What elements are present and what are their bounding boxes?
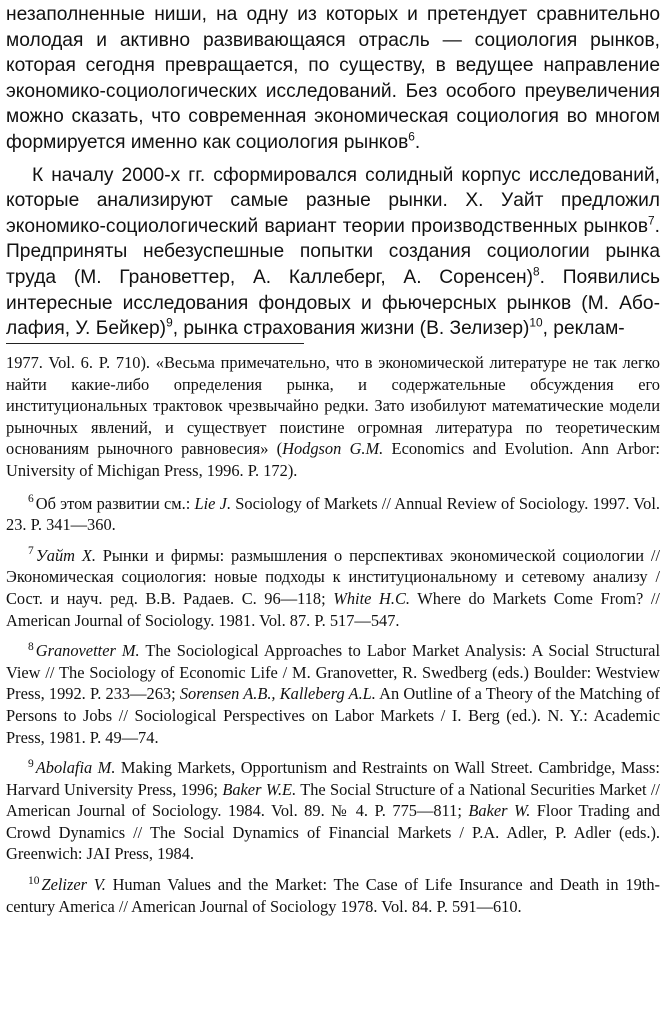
paragraph-text: , рынка страхования жизни (В. Зелизер) — [172, 318, 530, 340]
footnote-ref-6[interactable]: 6 — [408, 129, 415, 144]
footnote-text: Sociology of Markets // Annual Review of Sociology. 1997. Vol. 23. P. 341—360. — [6, 493, 660, 535]
footnote-author: White H.C. — [333, 588, 410, 608]
footnote-text: Where do Markets Come From? // American Journal of Sociology. 1981. Vol. 87. P. 517—547. — [6, 588, 660, 630]
footnote-6 — [6, 493, 660, 536]
footnote-text: Economics and Evolution. Ann Arbor: University of Michigan Press, 1996. P. 172). — [6, 439, 660, 480]
footnote-text: Human Values and the Market: The Case of Life Insurance and Death in 19th-century America // American Journal of Sociology 1978. Vol. 84. P. 591—610. — [6, 875, 661, 916]
footnote-author: Уайт Х. — [35, 545, 96, 565]
footnote-text: Рынки и фирмы: размышления о перспективах экономической социологии // Экономическая социология: новые подходы к институциональному и сетевому анализу / Сост. и науч. ред. В.В. Радаев. С. 96—118; — [6, 545, 660, 608]
footnote-text: Making Markets, Opportunism and Restraints on Wall Street. Cambridge, Mass: Harvard University Press, 1996; — [6, 758, 660, 799]
footnote-author: Lie J. — [194, 493, 232, 513]
footnote-author: Hodgson G.M. — [282, 439, 384, 459]
footnote-ref-8[interactable]: 8 — [533, 264, 540, 279]
footnotes-section — [6, 352, 660, 917]
footnote-continued — [6, 352, 660, 482]
footnote-author: Abolafia M. — [35, 758, 116, 778]
footnote-text: Floor Trading and Crowd Dynamics // The Social Dynamics of Financial Markets / P.A. Adler, P. Adler (eds.). Greenwich: JAI Press, 1984. — [6, 801, 660, 864]
footnote-10 — [6, 874, 660, 917]
footnote-number: 7 — [28, 545, 34, 558]
footnote-text: The Social Structure of a National Securities Market // American Journal of Sociology. 1984. Vol. 89. № 4. P. 775—811; — [6, 779, 660, 821]
footnote-number: 9 — [28, 757, 34, 770]
paragraph-text: незаполненные ниши, на одну из которых и претендует сравнительно молодая и активно развивающаяся отрасль — социология рынков, которая сегодня превращается, по существу, в ведущее направление экономико-социологических исследований. Без особого преувеличения можно сказать, что современная экономическая социология во многом формируется именно как социология рынков — [6, 4, 660, 153]
footnote-ref-9[interactable]: 9 — [166, 315, 173, 330]
paragraph-1 — [6, 2, 660, 156]
footnote-text: 1977. Vol. 6. P. 710). «Весьма примечательно, что в экономической литературе не так легко найти какие-либо определения рынка, и содержательные обсуждения его институциональных трактовок чрезвычайно редки. Зато изобилуют математические модели рыночных явлений, и существует поистине огромная литература по теоретическим основаниям рыночного равновесия» ( — [6, 353, 660, 459]
paragraph-text: . — [414, 131, 421, 153]
footnote-author: Zelizer V. — [41, 875, 106, 895]
main-text — [6, 2, 660, 342]
footnote-number: 6 — [28, 493, 34, 506]
footnote-8 — [6, 640, 660, 748]
footnote-7 — [6, 545, 660, 631]
footnote-number: 10 — [28, 874, 40, 887]
paragraph-2 — [6, 163, 660, 342]
footnote-text: An Outline of a Theory of the Matching of Persons to Jobs // Sociological Perspectives on Labor Markets / I. Berg (ed.). N. Y.: Academic Press, 1981. P. 49—74. — [6, 684, 660, 747]
footnote-number: 8 — [28, 640, 34, 653]
footnote-text: The Sociological Approaches to Labor Market Analysis: A Social Structural View // The Sociology of Economic Life / M. Granovetter, R. Swedberg (eds.) Boulder: Westview Press, 1992. P. 233—263; — [6, 641, 660, 704]
paragraph-text: . Появились интересные исследования фондовых и фьючерсных рынков (М. Аболафия, У. Бейкер) — [6, 266, 660, 340]
paragraph-text: , реклам- — [542, 318, 625, 340]
footnote-divider — [6, 343, 304, 344]
footnote-author: Baker W.E. — [222, 779, 297, 799]
footnote-author: Granovetter M. — [35, 641, 140, 661]
footnote-ref-10[interactable]: 10 — [529, 315, 543, 330]
paragraph-text: . Предприняты небезуспешные попытки создания социологии рынка труда (М. Грановеттер, А. Каллеберг, А. Соренсен) — [6, 215, 660, 288]
footnote-text: Об этом развитии см.: — [35, 493, 195, 513]
footnote-author: Sorensen A.B., Kalleberg A.L. — [179, 684, 376, 704]
footnote-author: Baker W. — [468, 801, 531, 821]
footnote-9 — [6, 757, 660, 865]
footnote-ref-7[interactable]: 7 — [648, 213, 655, 228]
paragraph-text: К началу 2000-х гг. сформировался солидный корпус исследований, которые анализируют самые разные рынки. Х. Уайт предложил экономико-социологический вариант теории производственных рынков — [6, 164, 660, 237]
